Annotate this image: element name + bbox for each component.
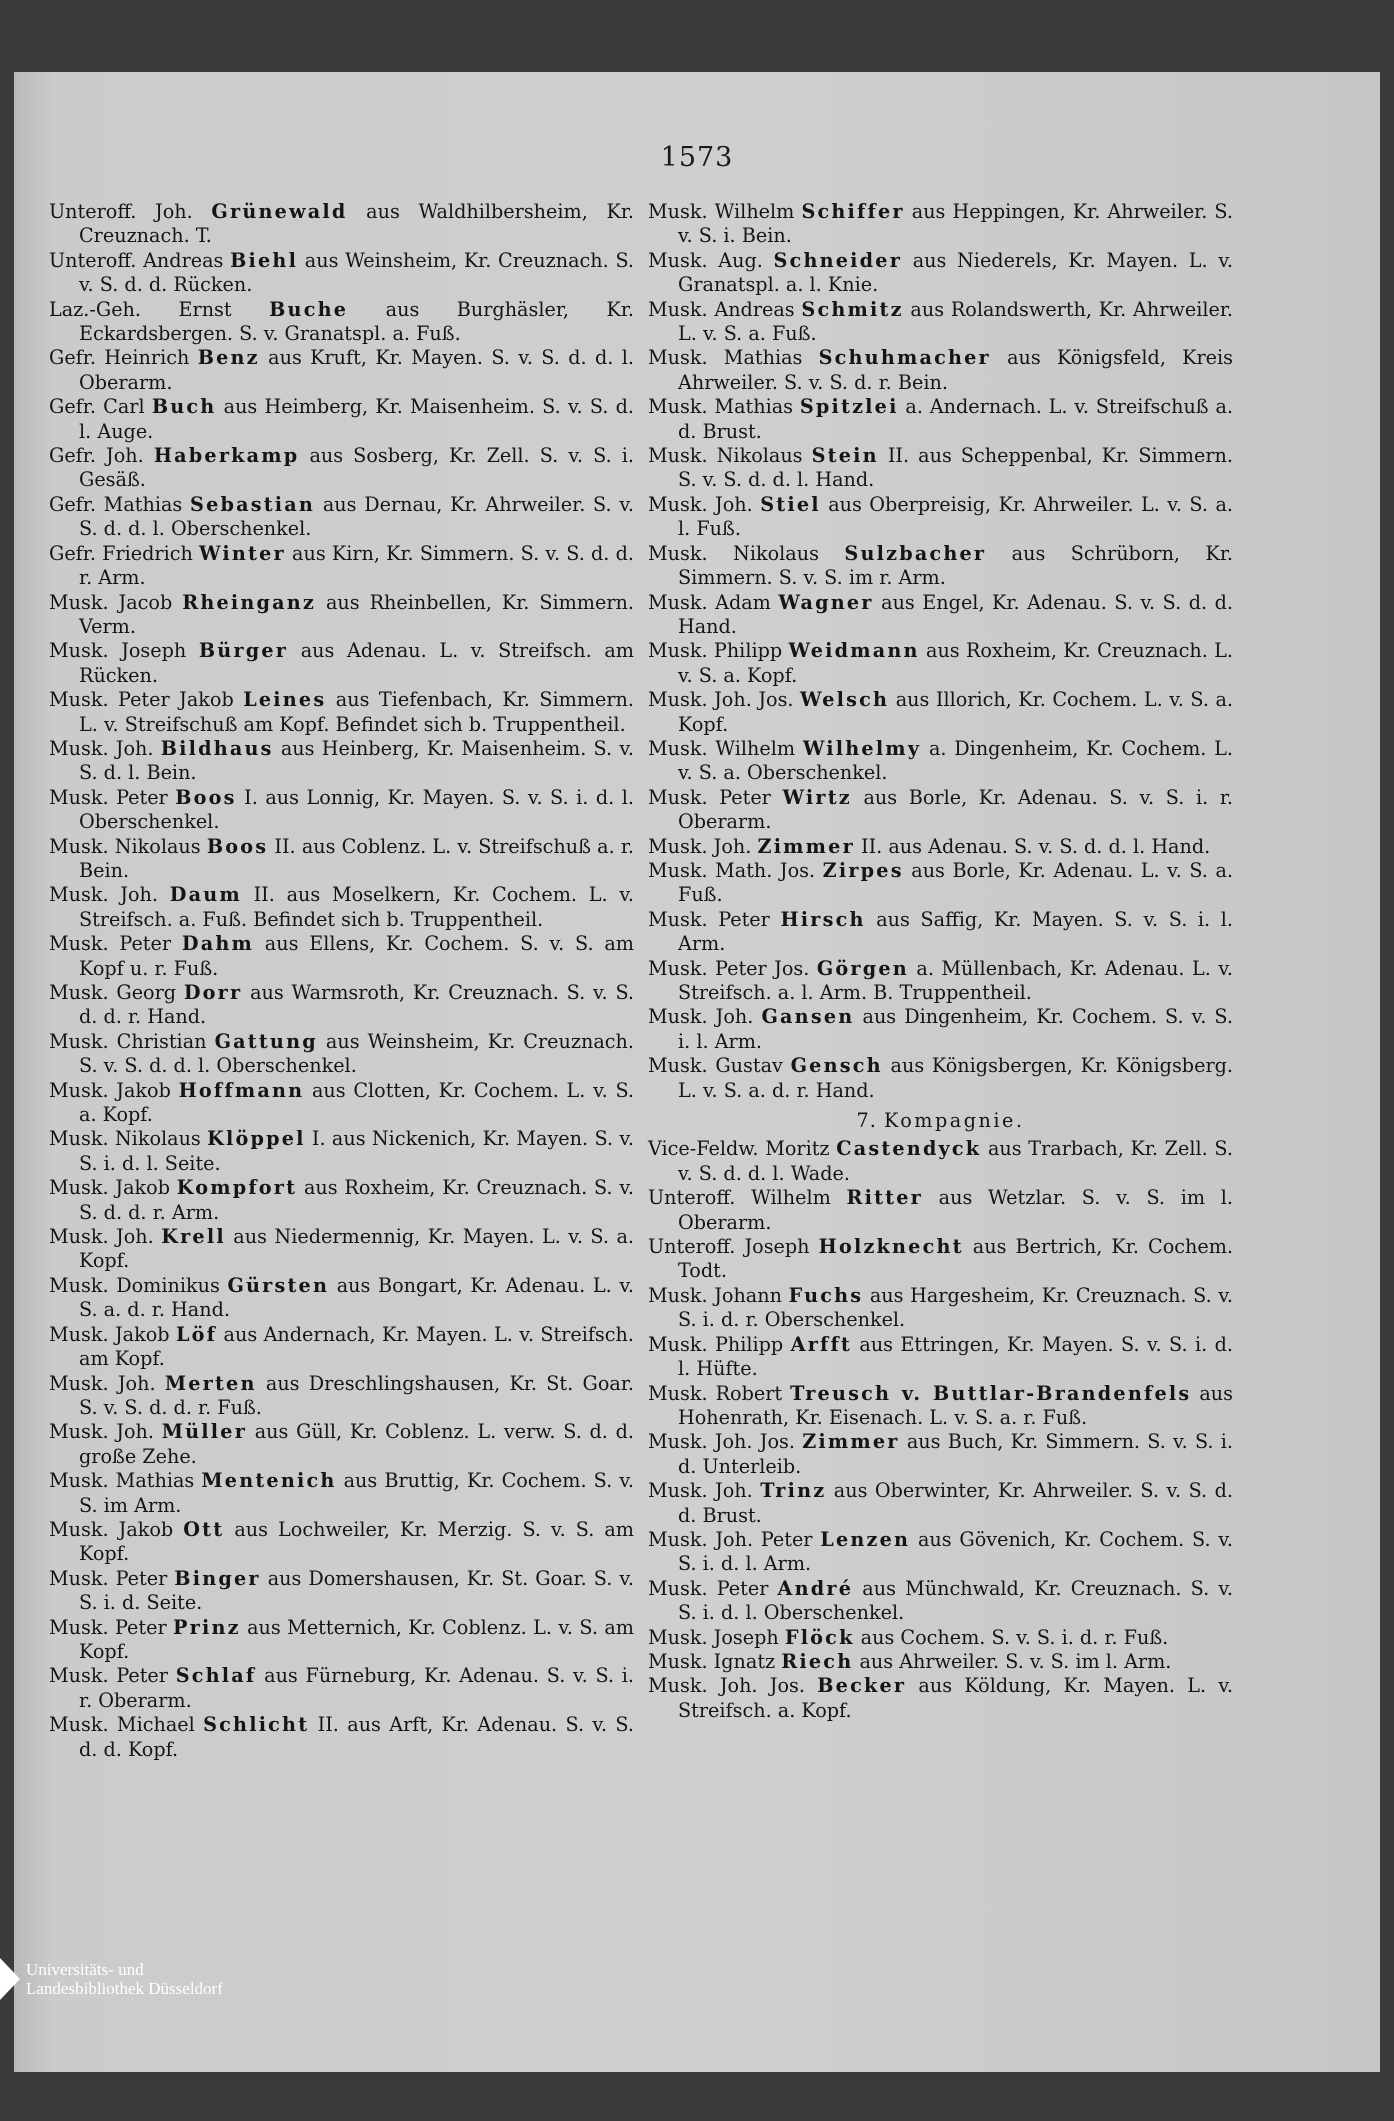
casualty-entry [648, 1186, 1233, 1235]
entry-rank-firstname: Musk. Joseph [49, 639, 199, 663]
entry-surname: Zimmer [802, 1430, 900, 1454]
entry-surname: André [777, 1576, 854, 1600]
casualty-entry [648, 786, 1233, 835]
entry-surname: Merten [164, 1371, 257, 1395]
entry-rank-firstname: Musk. Joh. [49, 1371, 165, 1395]
casualty-entry [648, 737, 1233, 786]
casualty-entry [648, 346, 1233, 395]
casualty-entry [648, 200, 1233, 249]
entry-details: aus Schrüborn, Kr. Simmern. S. v. S. im r. Arm. [678, 541, 1233, 590]
casualty-entry [648, 1479, 1233, 1528]
library-logo-icon [0, 1958, 20, 2000]
right-column-bottom-entries [648, 1137, 1233, 1723]
entry-details: II. aus Scheppenbal, Kr. Simmern. S. v. S. d. d. l. Hand. [678, 444, 1233, 492]
entry-surname: Klöppel [207, 1127, 306, 1151]
entry-details: II. aus Moselkern, Kr. Cochem. L. v. Streifsch. a. Fuß. Befindet sich b. Truppentheil. [79, 883, 634, 931]
entry-details: aus Hargesheim, Kr. Creuznach. S. v. S. i. d. r. Oberschenkel. [678, 1283, 1233, 1332]
entry-details: aus Niedermennig, Kr. Mayen. L. v. S. a. Kopf. [79, 1225, 634, 1273]
casualty-entry [49, 493, 634, 542]
entry-rank-firstname: Musk. Joh. [49, 1420, 162, 1444]
casualty-entry [648, 542, 1233, 591]
casualty-entry [49, 1225, 634, 1274]
entry-details: a. Müllenbach, Kr. Adenau. L. v. Streifsch. a. l. Arm. B. Truppentheil. [678, 956, 1233, 1004]
entry-rank-firstname: Musk. Peter [49, 1664, 176, 1688]
entry-rank-firstname: Musk. Peter [49, 1566, 175, 1590]
entry-rank-firstname: Musk. Nikolaus [49, 1127, 208, 1151]
entry-details: aus Buch, Kr. Simmern. S. v. S. i. d. Unterleib. [678, 1430, 1233, 1478]
entry-rank-firstname: Musk. Wilhelm [648, 200, 802, 223]
library-name-line-1: Universitäts- und [26, 1960, 144, 1979]
entry-details: aus Dingenheim, Kr. Cochem. S. v. S. i. l. Arm. [678, 1005, 1233, 1053]
casualty-entry [49, 1664, 634, 1713]
casualty-entry [49, 835, 634, 884]
casualty-entry [648, 639, 1233, 688]
casualty-entry [49, 932, 634, 981]
casualty-entry [49, 639, 634, 688]
entry-surname: Kompfort [176, 1176, 298, 1200]
entry-rank-firstname: Musk. Robert [648, 1381, 791, 1405]
casualty-entry [648, 1674, 1233, 1723]
entry-rank-firstname: Musk. Dominikus [49, 1273, 228, 1297]
right-column [648, 200, 1233, 1723]
entry-details: aus Waldhilbersheim, Kr. Creuznach. T. [79, 200, 634, 248]
entry-details: aus Ettringen, Kr. Mayen. S. v. S. i. d. l. Hüfte. [678, 1332, 1233, 1381]
entry-rank-firstname: Musk. Math. Jos. [648, 858, 823, 882]
entry-surname: Müller [161, 1420, 248, 1444]
entry-rank-firstname: Musk. Peter [49, 1615, 174, 1639]
entry-rank-firstname: Musk. Joh. [648, 492, 761, 516]
entry-surname: Sebastian [190, 492, 316, 516]
entry-details: aus Oberwinter, Kr. Ahrweiler. S. v. S. d. d. Brust. [678, 1479, 1233, 1527]
entry-surname: Bürger [198, 639, 289, 663]
entry-surname: Boos [175, 785, 237, 809]
entry-details: aus Münchwald, Kr. Creuznach. S. v. S. i. d. l. Oberschenkel. [678, 1576, 1233, 1625]
casualty-entry [49, 737, 634, 786]
entry-details: aus Wetzlar. S. v. S. im l. Oberarm. [678, 1186, 1233, 1234]
entry-details: aus Adenau. L. v. Streifsch. am Rücken. [79, 639, 634, 687]
entry-surname: Schuhmacher [818, 346, 991, 370]
entry-surname: Gürsten [227, 1273, 330, 1297]
entry-rank-firstname: Musk. Joh. [648, 1479, 761, 1503]
entry-surname: Wagner [778, 590, 874, 614]
casualty-entry [648, 859, 1233, 908]
entry-surname: Hoffmann [178, 1078, 305, 1102]
entry-rank-firstname: Gefr. Mathias [49, 492, 191, 516]
entry-rank-firstname: Musk. Nikolaus [648, 444, 812, 468]
entry-rank-firstname: Musk. Joh. Jos. [648, 1674, 818, 1698]
entry-details: aus Roxheim, Kr. Creuznach. S. v. S. d. d. r. Arm. [79, 1176, 634, 1224]
entry-surname: Biehl [230, 248, 299, 272]
entry-surname: Krell [161, 1225, 226, 1249]
entry-surname: Arfft [790, 1332, 852, 1356]
entry-details: aus Borle, Kr. Adenau. L. v. S. a. Fuß. [678, 858, 1233, 907]
entry-rank-firstname: Unteroff. Andreas [49, 248, 231, 272]
casualty-entry [49, 786, 634, 835]
entry-surname: Boos [206, 834, 269, 858]
entry-surname: Dahm [181, 932, 254, 956]
entry-details: aus Trarbach, Kr. Zell. S. v. S. d. d. l. Wade. [678, 1137, 1233, 1185]
entry-rank-firstname: Musk. Mathias [49, 1469, 202, 1493]
entry-surname: Wilhelmy [802, 736, 922, 760]
entry-rank-firstname: Musk. Ignatz [648, 1649, 782, 1673]
entry-details: aus Bertrich, Kr. Cochem. Todt. [678, 1235, 1233, 1283]
entry-surname: Schlaf [175, 1664, 257, 1688]
entry-rank-firstname: Musk. Peter [648, 1576, 778, 1600]
entry-details: aus Cochem. S. v. S. i. d. r. Fuß. [854, 1625, 1169, 1649]
entry-surname: Görgen [816, 956, 909, 980]
entry-rank-firstname: Musk. Christian [49, 1029, 215, 1053]
casualty-entry [648, 1650, 1233, 1674]
casualty-entry [49, 1469, 634, 1518]
entry-details: aus Heinberg, Kr. Maisenheim. S. v. S. d. l. Bein. [79, 736, 634, 785]
entry-surname: Hirsch [780, 907, 866, 931]
casualty-entry [49, 1372, 634, 1421]
casualty-entry [648, 908, 1233, 957]
casualty-entry [49, 1176, 634, 1225]
entry-rank-firstname: Musk. Peter [648, 907, 781, 931]
casualty-entry [49, 1323, 634, 1372]
entry-details: II. aus Coblenz. L. v. Streifschuß a. r. Bein. [79, 834, 634, 882]
casualty-entry [648, 1382, 1233, 1431]
entry-rank-firstname: Vice-Feldw. Moritz [648, 1137, 837, 1161]
entry-details: aus Borle, Kr. Adenau. S. v. S. i. r. Oberarm. [678, 785, 1234, 834]
entry-surname: Trinz [760, 1479, 827, 1503]
casualty-entry [49, 1713, 634, 1762]
entry-details: aus Bongart, Kr. Adenau. L. v. S. a. d. r. Hand. [79, 1273, 634, 1322]
entry-surname: Spitzlei [799, 395, 899, 419]
casualty-entry [49, 981, 634, 1030]
casualty-entry [648, 688, 1233, 737]
entry-surname: Wirtz [782, 785, 852, 809]
left-column [49, 200, 634, 1762]
entry-details: aus Domershausen, Kr. St. Goar. S. v. S. i. d. Seite. [79, 1566, 634, 1615]
entry-surname: Lenzen [820, 1527, 911, 1551]
entry-details: aus Königsbergen, Kr. Königsberg. L. v. S. a. d. r. Hand. [678, 1054, 1233, 1102]
entry-details: aus Heppingen, Kr. Ahrweiler. S. v. S. i. Bein. [678, 200, 1233, 248]
entry-rank-firstname: Musk. Jakob [49, 1517, 184, 1541]
entry-surname: Gansen [761, 1005, 855, 1029]
entry-rank-firstname: Musk. Philipp [648, 1332, 791, 1356]
entry-details: aus Clotten, Kr. Cochem. L. v. S. a. Kopf. [79, 1078, 635, 1127]
entry-surname: Haberkamp [153, 444, 300, 468]
entry-details: aus Weinsheim, Kr. Creuznach. S. v. S. d. d. Rücken. [79, 248, 635, 297]
entry-rank-firstname: Unteroff. Joseph [648, 1235, 819, 1259]
casualty-entry [49, 688, 634, 737]
casualty-entry [648, 1137, 1233, 1186]
entry-rank-firstname: Musk. Joh. [49, 883, 170, 907]
entry-surname: Becker [817, 1674, 907, 1698]
entry-rank-firstname: Musk. Peter [49, 932, 182, 956]
entry-rank-firstname: Musk. Peter [648, 785, 783, 809]
entry-surname: Schneider [773, 248, 903, 272]
entry-surname: Ott [183, 1517, 225, 1541]
entry-details: aus Oberpreisig, Kr. Ahrweiler. L. v. S. a. l. Fuß. [678, 492, 1233, 541]
entry-surname: Rheinganz [182, 590, 317, 614]
entry-details: aus Dernau, Kr. Ahrweiler. S. v. S. d. d. l. Oberschenkel. [79, 492, 634, 541]
entry-details: aus Engel, Kr. Adenau. S. v. S. d. d. Hand. [678, 590, 1233, 638]
entry-rank-firstname: Gefr. Carl [49, 395, 152, 419]
entry-details: aus Bruttig, Kr. Cochem. S. v. S. im Arm. [79, 1469, 634, 1517]
entry-rank-firstname: Laz.-Geh. Ernst [49, 297, 270, 321]
entry-rank-firstname: Musk. Adam [648, 590, 779, 614]
page-number: 1573 [660, 142, 734, 173]
entry-rank-firstname: Musk. Mathias [648, 395, 800, 419]
entry-surname: Weidmann [788, 639, 920, 663]
entry-rank-firstname: Unteroff. Wilhelm [648, 1186, 847, 1210]
entry-surname: Welsch [800, 688, 890, 712]
entry-details: a. Dingenheim, Kr. Cochem. L. v. S. a. Oberschenkel. [678, 736, 1234, 785]
entry-surname: Gattung [214, 1029, 318, 1053]
section-title: Kompagnie. [883, 1109, 1025, 1133]
casualty-entry [648, 1430, 1233, 1479]
casualty-entry [49, 1127, 634, 1176]
entry-surname: Schlicht [203, 1713, 310, 1737]
section-number: 7. [856, 1109, 877, 1133]
entry-rank-firstname: Musk. Nikolaus [648, 541, 845, 565]
entry-rank-firstname: Musk. Michael [49, 1713, 204, 1737]
entry-surname: Mentenich [201, 1469, 337, 1493]
entry-details: aus Saffig, Kr. Mayen. S. v. S. i. l. Arm. [678, 907, 1233, 956]
entry-details: aus Königsfeld, Kreis Ahrweiler. S. v. S. d. r. Bein. [678, 346, 1233, 394]
entry-surname: Stiel [760, 492, 821, 516]
entry-details: aus Fürneburg, Kr. Adenau. S. v. S. i. r. Oberarm. [79, 1664, 634, 1712]
casualty-entry [49, 591, 634, 640]
entry-details: aus Rolandswerth, Kr. Ahrweiler. L. v. S. a. Fuß. [678, 297, 1233, 346]
entry-details: aus Kirn, Kr. Simmern. S. v. S. d. d. r. Arm. [79, 541, 634, 590]
entry-details: aus Lochweiler, Kr. Merzig. S. v. S. am Kopf. [79, 1517, 634, 1566]
casualty-entry [49, 444, 634, 493]
entry-details: I. aus Nickenich, Kr. Mayen. S. v. S. i. d. l. Seite. [79, 1127, 634, 1175]
casualty-entry [49, 883, 634, 932]
casualty-entry [648, 395, 1233, 444]
entry-surname: Binger [174, 1566, 261, 1590]
entry-rank-firstname: Musk. Joh. [648, 1005, 762, 1029]
entry-surname: Treusch v. Buttlar-Brandenfels [790, 1381, 1192, 1405]
entry-rank-firstname: Musk. Gustav [648, 1054, 791, 1078]
casualty-entry [648, 1528, 1233, 1577]
entry-details: II. aus Adenau. S. v. S. d. d. l. Hand. [854, 834, 1211, 858]
entry-rank-firstname: Musk. Mathias [648, 346, 819, 370]
entry-details: aus Tiefenbach, Kr. Simmern. L. v. Streifschuß am Kopf. Befindet sich b. Truppentheil. [79, 688, 634, 736]
entry-details: aus Hohenrath, Kr. Eisenach. L. v. S. a. r. Fuß. [678, 1381, 1234, 1429]
right-column-top-entries [648, 200, 1233, 1103]
entry-surname: Fuchs [788, 1283, 864, 1307]
casualty-entry [648, 1054, 1233, 1103]
entry-rank-firstname: Musk. Joh. Jos. [648, 1430, 803, 1454]
entry-details: aus Illorich, Kr. Cochem. L. v. S. a. Kopf. [678, 688, 1234, 736]
entry-details: aus Niederels, Kr. Mayen. L. v. Granatspl. a. l. Knie. [678, 248, 1233, 297]
entry-surname: Sulzbacher [844, 541, 987, 565]
casualty-entry [648, 1284, 1233, 1333]
entry-surname: Stein [811, 444, 879, 468]
entry-details: aus Güll, Kr. Coblenz. L. verw. S. d. d. große Zehe. [79, 1420, 634, 1468]
entry-details: aus Warmsroth, Kr. Creuznach. S. v. S. d. d. r. Hand. [79, 981, 634, 1029]
library-name-line-2: Landesbibliothek Düsseldorf [26, 1979, 223, 1998]
entry-surname: Holzknecht [818, 1235, 964, 1259]
entry-rank-firstname: Musk. Andreas [648, 297, 802, 321]
casualty-entry [648, 591, 1233, 640]
entry-details: aus Ahrweiler. S. v. S. im l. Arm. [853, 1649, 1172, 1673]
entry-surname: Daum [169, 883, 242, 907]
entry-rank-firstname: Musk. Joh. [648, 834, 758, 858]
entry-surname: Ritter [846, 1186, 923, 1210]
casualty-entry [49, 298, 634, 347]
casualty-entry [648, 493, 1233, 542]
entry-details: a. Andernach. L. v. Streifschuß a. d. Brust. [678, 395, 1233, 443]
entry-details: aus Sosberg, Kr. Zell. S. v. S. i. Gesäß. [79, 444, 634, 492]
entry-surname: Löf [175, 1322, 218, 1346]
casualty-entry [648, 1005, 1233, 1054]
casualty-entry [49, 1567, 634, 1616]
entry-details: I. aus Lonnig, Kr. Mayen. S. v. S. i. d. l. Oberschenkel. [79, 785, 635, 834]
entry-details: aus Rheinbellen, Kr. Simmern. Verm. [79, 590, 634, 638]
entry-rank-firstname: Musk. Philipp [648, 639, 789, 663]
entry-surname: Prinz [173, 1615, 241, 1639]
casualty-entry [49, 1518, 634, 1567]
entry-surname: Flöck [784, 1625, 855, 1649]
entry-details: aus Metternich, Kr. Coblenz. L. v. S. am Kopf. [79, 1615, 634, 1663]
casualty-entry [648, 1626, 1233, 1650]
entry-details: aus Köldung, Kr. Mayen. L. v. Streifsch. a. Kopf. [678, 1674, 1233, 1722]
entry-rank-firstname: Musk. Joh. Jos. [648, 688, 801, 712]
entry-rank-firstname: Musk. Peter Jos. [648, 956, 817, 980]
casualty-entry [49, 542, 634, 591]
entry-rank-firstname: Unteroff. Joh. [49, 200, 212, 223]
entry-surname: Schmitz [801, 297, 904, 321]
entry-rank-firstname: Gefr. Friedrich [49, 541, 199, 565]
casualty-entry [49, 395, 634, 444]
entry-details: aus Ellens, Kr. Cochem. S. v. S. am Kopf u. r. Fuß. [79, 932, 634, 980]
entry-rank-firstname: Musk. Joh. [49, 736, 161, 760]
casualty-entry [49, 1616, 634, 1665]
entry-details: aus Kruft, Kr. Mayen. S. v. S. d. d. l. Oberarm. [79, 346, 634, 394]
entry-surname: Grünewald [211, 200, 348, 223]
casualty-entry [648, 835, 1233, 859]
entry-rank-firstname: Musk. Jakob [49, 1322, 176, 1346]
entry-surname: Bildhaus [160, 736, 274, 760]
casualty-entry [49, 1274, 634, 1323]
casualty-entry [49, 249, 634, 298]
entry-details: aus Gövenich, Kr. Cochem. S. v. S. i. d. l. Arm. [678, 1527, 1234, 1576]
entry-rank-firstname: Gefr. Heinrich [49, 346, 198, 370]
section-heading [648, 1109, 1233, 1133]
entry-surname: Zimmer [757, 834, 855, 858]
entry-rank-firstname: Musk. Joh. Peter [648, 1527, 821, 1551]
entry-surname: Gensch [790, 1054, 883, 1078]
entry-surname: Castendyck [836, 1137, 982, 1161]
entry-details: aus Weinsheim, Kr. Creuznach. S. v. S. d. d. l. Oberschenkel. [79, 1029, 634, 1078]
entry-rank-firstname: Musk. Wilhelm [648, 736, 803, 760]
entry-surname: Leines [243, 688, 327, 712]
entry-rank-firstname: Musk. Nikolaus [49, 834, 207, 858]
document-page [14, 72, 1380, 2072]
entry-rank-firstname: Musk. Joseph [648, 1625, 785, 1649]
entry-rank-firstname: Gefr. Joh. [49, 444, 154, 468]
entry-surname: Benz [197, 346, 260, 370]
entry-surname: Dorr [183, 981, 243, 1004]
casualty-entry [648, 298, 1233, 347]
entry-rank-firstname: Musk. Jakob [49, 1176, 177, 1200]
entry-details: aus Dreschlingshausen, Kr. St. Goar. S. v. S. d. d. r. Fuß. [79, 1371, 634, 1419]
entry-details: II. aus Arft, Kr. Adenau. S. v. S. d. d. Kopf. [79, 1713, 634, 1761]
library-footer [0, 1948, 260, 2010]
casualty-entry [49, 1420, 634, 1469]
entry-rank-firstname: Musk. Georg [49, 981, 184, 1004]
casualty-entry [648, 1577, 1233, 1626]
entry-rank-firstname: Musk. Jacob [49, 590, 183, 614]
entry-surname: Buche [269, 297, 349, 321]
entry-rank-firstname: Musk. Peter [49, 785, 176, 809]
entry-rank-firstname: Musk. Johann [648, 1283, 789, 1307]
casualty-entry [648, 444, 1233, 493]
entry-surname: Zirpes [822, 858, 904, 882]
entry-details: aus Heimberg, Kr. Maisenheim. S. v. S. d. l. Auge. [79, 395, 634, 443]
entry-surname: Winter [199, 541, 286, 565]
entry-details: aus Burghäsler, Kr. Eckardsbergen. S. v. Granatspl. a. Fuß. [79, 297, 634, 346]
casualty-entry [648, 957, 1233, 1006]
casualty-entry [648, 1333, 1233, 1382]
casualty-entry [49, 346, 634, 395]
casualty-entry [49, 1079, 634, 1128]
entry-surname: Riech [781, 1649, 854, 1673]
entry-details: aus Roxheim, Kr. Creuznach. L. v. S. a. Kopf. [678, 639, 1233, 687]
library-name [26, 1960, 223, 1998]
entry-rank-firstname: Musk. Joh. [49, 1225, 162, 1249]
casualty-entry [648, 249, 1233, 298]
entry-rank-firstname: Musk. Aug. [648, 248, 774, 272]
entry-details: aus Andernach, Kr. Mayen. L. v. Streifsch. am Kopf. [79, 1322, 634, 1371]
entry-rank-firstname: Musk. Jakob [49, 1078, 179, 1102]
entry-surname: Schiffer [801, 200, 905, 223]
casualty-entry [49, 1030, 634, 1079]
entry-surname: Buch [151, 395, 217, 419]
entry-rank-firstname: Musk. Peter Jakob [49, 688, 244, 712]
casualty-entry [648, 1235, 1233, 1284]
casualty-entry [49, 200, 634, 249]
